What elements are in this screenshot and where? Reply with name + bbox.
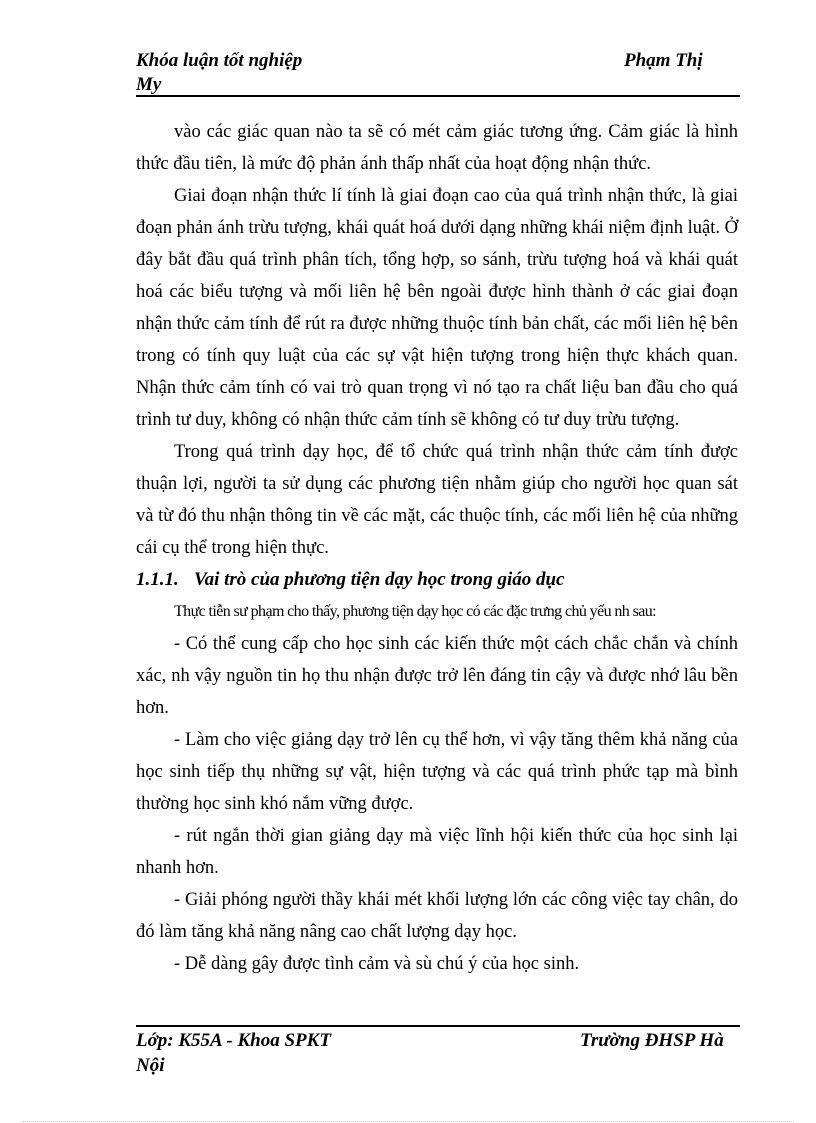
section-intro: Thực tiễn sư phạm cho thấy, phương tiện dạy học có các đặc trưng chủ yếu nh sau:	[174, 603, 656, 620]
page-header	[136, 48, 740, 96]
header-rule	[136, 95, 740, 97]
paragraph-3: Trong quá trình dạy học, để tổ chức quá trình nhận thức cảm tính được thuận lợi, người ta sử dụng các phương tiện nhằm giúp cho người học quan sát và từ đó thu nhận thông tin về các mặt, các thuộc tính, các mối liên hệ của những cái cụ thể trong hiện thực.	[136, 442, 738, 558]
paragraph-2: Giai đoạn nhận thức lí tính là giai đoạn cao của quá trình nhận thức, là giai đoạn phản ánh trừu tượng, khái quát hoá dưới dạng những khái niệm định luật. Ở đây bắt đầu quá trình phân tích, tổng hợp, so sánh, trừu tượng hoá và khái quát hoá các biểu tượng và mối liên hệ bên ngoài được hình thành ở các giai đoạn nhận thức cảm tính để rút ra được những thuộc tính bản chất, các mối liên hệ bên trong có tính quy luật của các sự vật hiện tượng trong hiện thực khách quan. Nhận thức cảm tính có vai trò quan trọng vì nó tạo ra chất liệu ban đầu cho quá trình tư duy, không có nhận thức cảm tính sẽ không có tư duy trừu tượng.	[136, 186, 738, 430]
page-footer	[136, 1030, 740, 1080]
footer-class-info: Lớp: K55A - Khoa SPKT	[136, 1030, 331, 1051]
header-thesis-title: Khóa luận tốt nghiệp	[136, 50, 303, 71]
list-item: - Làm cho việc giảng dạy trở lên cụ thể hơn, vì vậy tăng thêm khả năng của học sinh tiếp thụ những sự vật, hiện tượng và các quá trình phức tạp mà bình thường học sinh khó nắm vững được.	[136, 730, 738, 814]
list-item: - Có thể cung cấp cho học sinh các kiến thức một cách chắc chắn và chính xác, nh vậy nguồn tin họ thu nhận được trở lên đáng tin cậy và được nhớ lâu bền hơn.	[136, 634, 738, 718]
paragraph-1: vào các giác quan nào ta sẽ có mét cảm giác tương ứng. Cảm giác là hình thức đầu tiên, là mức độ phản ánh thấp nhất của hoạt động nhận thức.	[136, 122, 738, 174]
footer-rule	[136, 1025, 740, 1027]
list-item: - Dễ dàng gây được tình cảm và sù chú ý của học sinh.	[174, 954, 580, 974]
header-author-name: Phạm Thị	[624, 50, 703, 71]
page-edge-divider	[22, 1121, 794, 1122]
section-title: Vai trò của phương tiện dạy học trong giáo dục	[194, 569, 565, 590]
section-number: 1.1.1.	[136, 569, 179, 590]
list-item: - Giải phóng người thầy khái mét khối lượng lớn các công việc tay chân, do đó làm tăng khả năng nâng cao chất lượng dạy học.	[136, 890, 738, 942]
main-content	[136, 116, 738, 980]
footer-school-name: Trường ĐHSP Hà	[580, 1030, 724, 1051]
header-author-name-cont: My	[136, 74, 162, 95]
section-heading	[136, 564, 738, 596]
footer-school-name-cont: Nội	[136, 1055, 165, 1076]
list-item: - rút ngắn thời gian giảng dạy mà việc lĩnh hội kiến thức của học sinh lại nhanh hơn.	[136, 826, 738, 878]
